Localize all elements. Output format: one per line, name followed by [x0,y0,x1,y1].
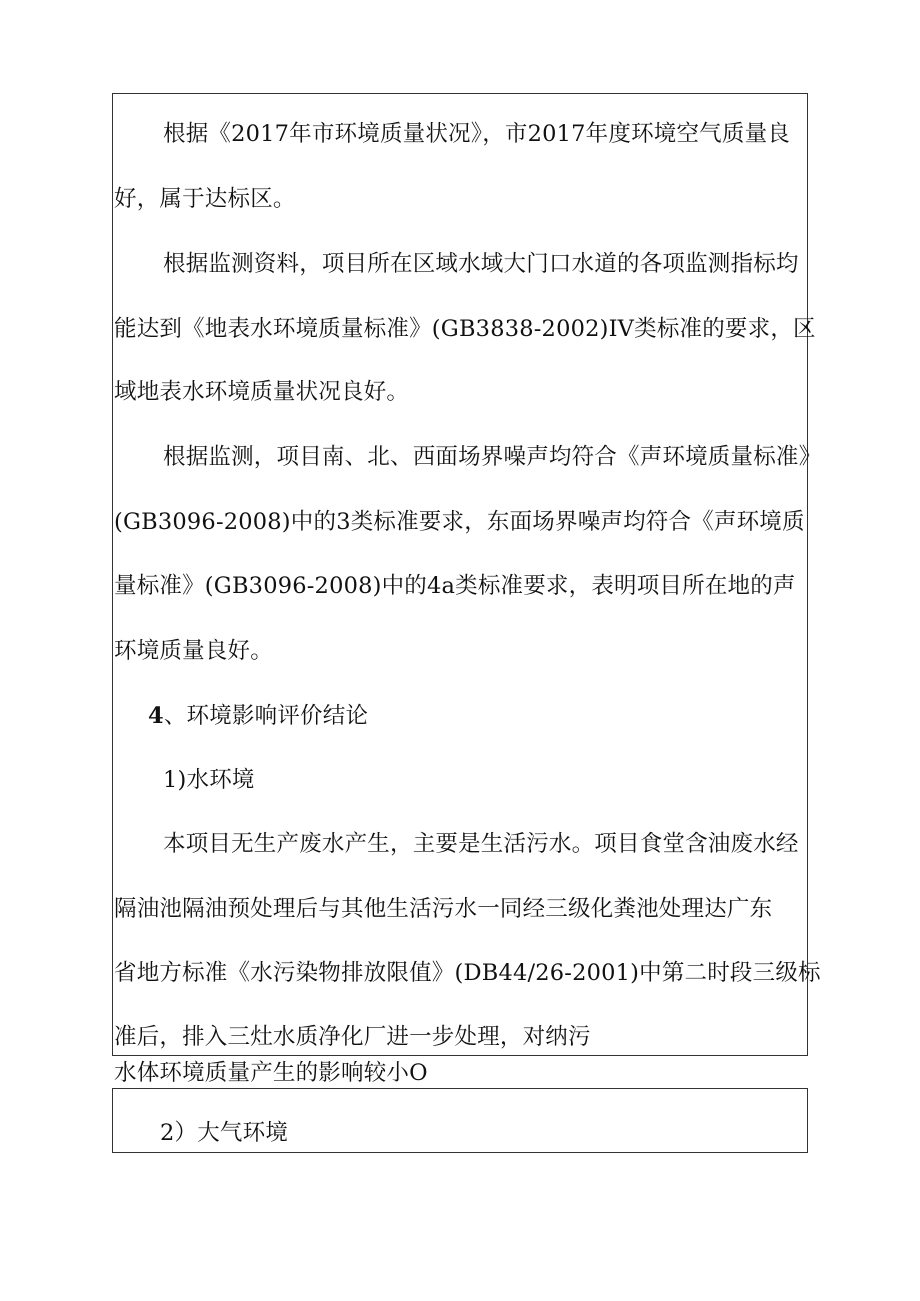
air-quality-line-2: 好，属于达标区。 [114,186,296,212]
air-quality-line-1: 根据《2017年市环境质量状况》，市2017年度环境空气质量良 [163,121,790,147]
water-quality-line-1: 根据监测资料，项目所在区域水域大门口水道的各项监测指标均 [163,251,799,277]
water-env-line-4: 准后，排入三灶水质净化厂进一步处理，对纳污 [114,1024,591,1050]
noise-line-3: 量标准》(GB3096-2008)中的4a类标准要求，表明项目所在地的声 [114,573,796,599]
noise-line-2: (GB3096-2008)中的3类标准要求，东面场界噪声均符合《声环境质 [114,509,805,535]
noise-line-1: 根据监测，项目南、北、西面场界噪声均符合《声环境质量标准》 [163,444,822,470]
air-env-subheading: 2）大气环境 [160,1120,289,1146]
water-env-subheading: 1)水环境 [163,767,255,793]
water-env-line-2: 隔油池隔油预处理后与其他生活污水一同经三级化粪池处理达广东 [114,896,773,922]
noise-line-4: 环境质量良好。 [114,638,273,664]
water-env-line-3: 省地方标准《水污染物排放限值》(DB44/26-2001)中第二时段三级标 [114,960,821,986]
section-heading-text: 、环境影响评价结论 [163,703,369,729]
water-env-line-1: 本项目无生产废水产生，主要是生活污水。项目食堂含油废水经 [163,831,799,857]
section-heading [148,701,368,731]
water-quality-line-3: 域地表水环境质量状况良好。 [114,379,410,405]
water-env-overflow-line: 水体环境质量产生的影响较小O [114,1060,428,1086]
water-quality-line-2: 能达到《地表水环境质量标准》(GB3838-2002)IV类标准的要求，区 [114,316,816,342]
section-heading-number: 4 [148,703,164,729]
